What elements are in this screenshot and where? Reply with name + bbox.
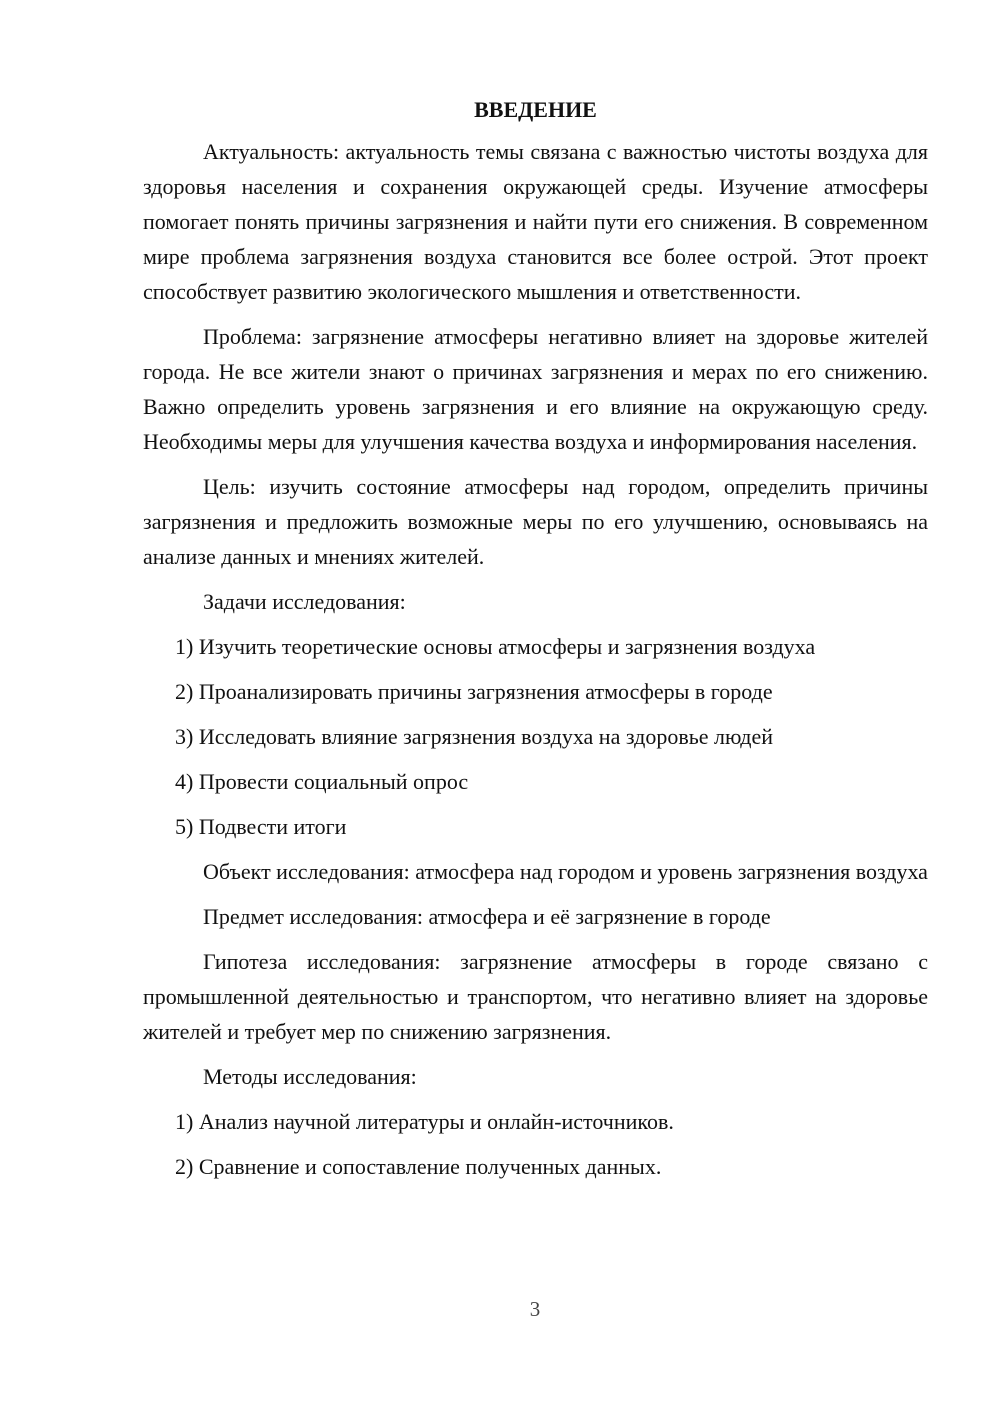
list-item: 2) Сравнение и сопоставление полученных данных.	[175, 1154, 662, 1179]
paragraph-goal: Цель: изучить состояние атмосферы над городом, определить причины загрязнения и предложить возможные меры по его улучшению, основываясь на анализе данных и мнениях жителей.	[143, 474, 928, 569]
section-heading: ВВЕДЕНИЕ	[474, 97, 597, 122]
list-item: 4) Провести социальный опрос	[175, 769, 469, 794]
list-item: 5) Подвести итоги	[175, 814, 347, 839]
methods-heading: Методы исследования:	[203, 1064, 417, 1089]
paragraph-actuality: Актуальность: актуальность темы связана с важностью чистоты воздуха для здоровья населения и сохранения окружающей среды. Изучение атмосферы помогает понять причины загрязнения и найти пути его снижения. В современном мире проблема загрязнения воздуха становится все более острой. Этот проект способствует развитию экологического мышления и ответственности.	[143, 139, 928, 304]
list-item: 2) Проанализировать причины загрязнения атмосферы в городе	[175, 679, 773, 704]
paragraph-object: Объект исследования: атмосфера над городом и уровень загрязнения воздуха	[203, 859, 928, 884]
page-content	[143, 92, 928, 1194]
page-number: 3	[529, 1297, 541, 1321]
tasks-list	[143, 629, 928, 844]
list-item: 1) Анализ научной литературы и онлайн-источников.	[175, 1109, 674, 1134]
paragraph-hypothesis: Гипотеза исследования: загрязнение атмосферы в городе связано с промышленной деятельностью и транспортом, что негативно влияет на здоровье жителей и требует мер по снижению загрязнения.	[143, 949, 928, 1044]
paragraph-subject: Предмет исследования: атмосфера и её загрязнение в городе	[203, 904, 771, 929]
list-item: 3) Исследовать влияние загрязнения воздуха на здоровье людей	[175, 724, 774, 749]
paragraph-problem: Проблема: загрязнение атмосферы негативно влияет на здоровье жителей города. Не все жители знают о причинах загрязнения и мерах по его снижению. Важно определить уровень загрязнения и его влияние на окружающую среду. Необходимы меры для улучшения качества воздуха и информирования населения.	[143, 324, 928, 454]
methods-list	[143, 1104, 928, 1184]
list-item: 1) Изучить теоретические основы атмосферы и загрязнения воздуха	[175, 634, 816, 659]
tasks-heading: Задачи исследования:	[203, 589, 406, 614]
